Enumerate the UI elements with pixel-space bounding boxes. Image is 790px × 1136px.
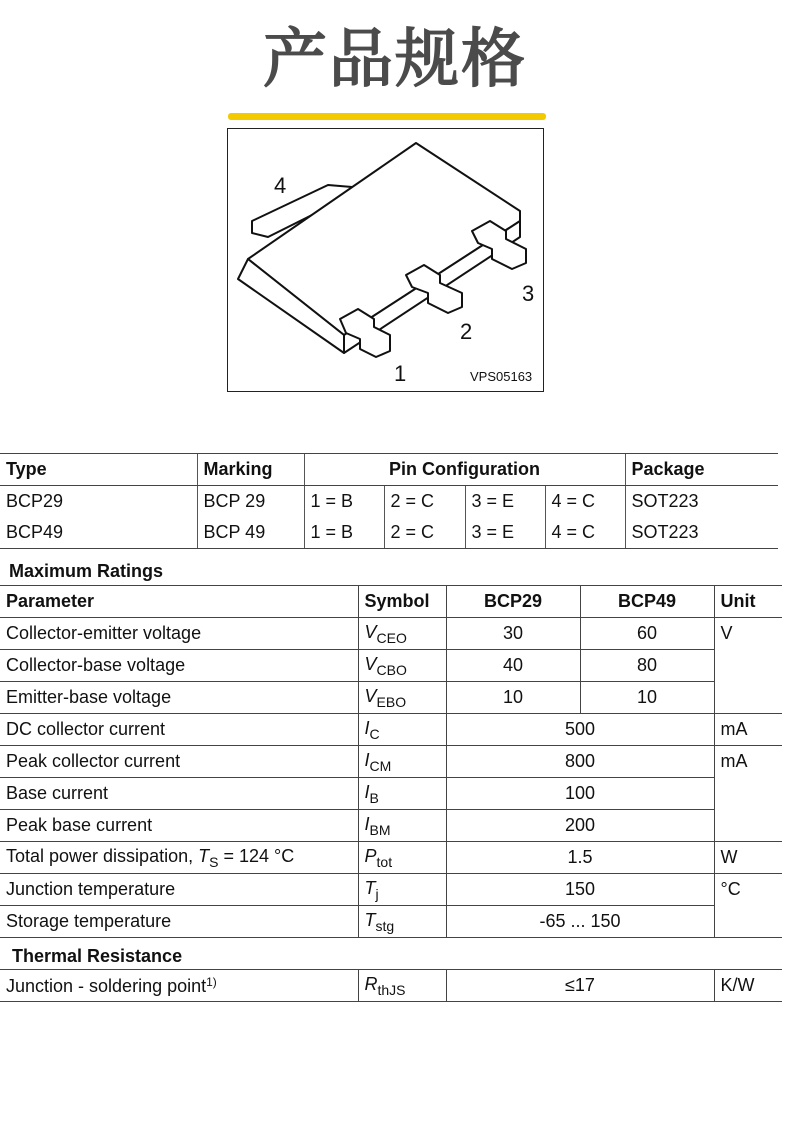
symbol-cell: [358, 970, 446, 1002]
type-cell: BCP29: [6, 491, 64, 511]
table-row: [0, 714, 782, 746]
value-cell: 500: [446, 714, 714, 746]
value-cell: 10: [446, 682, 580, 714]
symbol-subscript: C: [369, 725, 380, 742]
marking-cell: BCP 29: [197, 486, 304, 518]
symbol-cell: [358, 810, 446, 842]
parameter-cell: Peak collector current: [0, 746, 358, 778]
symbol-cell: [358, 682, 446, 714]
type-table-header: [0, 454, 778, 486]
parameter-text: Total power dissipation,: [6, 845, 199, 866]
unit-cell: [714, 906, 782, 938]
symbol-cell: [358, 746, 446, 778]
unit-cell: V: [714, 618, 782, 650]
pin-cell: 3 = E: [465, 486, 545, 518]
pin-1-label: 1: [394, 361, 407, 386]
table-row: [0, 650, 782, 682]
symbol-letter: I: [364, 813, 370, 834]
symbol-cell: [358, 906, 446, 938]
header-type: Type: [0, 454, 197, 486]
footnote-marker: 1): [206, 974, 217, 989]
table-row: [0, 778, 782, 810]
symbol-letter: T: [364, 877, 376, 898]
value-cell: ≤17: [446, 970, 714, 1002]
header-package: Package: [625, 454, 778, 486]
unit-cell: [714, 682, 782, 714]
unit-cell: W: [714, 842, 782, 874]
parameter-cell: [0, 842, 358, 874]
parameter-cell: Collector-emitter voltage: [0, 618, 358, 650]
table-row: [0, 517, 778, 549]
unit-cell: mA: [714, 714, 782, 746]
table-row: [0, 874, 782, 906]
title-underline: [228, 113, 546, 120]
symbol-cell: [358, 778, 446, 810]
parameter-cell: [0, 970, 358, 1002]
thermal-title: Thermal Resistance: [12, 946, 183, 966]
symbol-subscript: CBO: [376, 661, 407, 678]
symbol-subscript: j: [375, 885, 379, 902]
symbol-subscript: CEO: [376, 629, 407, 646]
table-row: [0, 842, 782, 874]
condition-value: = 124 °C: [218, 845, 295, 866]
value-cell: 30: [446, 618, 580, 650]
value-cell: 60: [580, 618, 714, 650]
symbol-letter: I: [364, 749, 370, 770]
pin-cell: 2 = C: [384, 517, 465, 549]
package-cell: SOT223: [625, 517, 778, 549]
symbol-subscript: stg: [375, 917, 395, 934]
table-row: [0, 746, 782, 778]
symbol-cell: [358, 842, 446, 874]
max-ratings-table: [0, 585, 782, 938]
package-drawing: [227, 128, 544, 392]
value-cell: 150: [446, 874, 714, 906]
unit-cell: [714, 810, 782, 842]
pin-cell: 2 = C: [384, 486, 465, 518]
symbol-subscript: EBO: [376, 693, 407, 710]
symbol-subscript: CM: [369, 757, 392, 774]
symbol-letter: V: [364, 621, 377, 642]
value-cell: 200: [446, 810, 714, 842]
header-bcp29: BCP29: [446, 586, 580, 618]
symbol-subscript: B: [369, 789, 379, 806]
value-cell: 100: [446, 778, 714, 810]
marking-cell: BCP 49: [197, 517, 304, 549]
unit-cell: [714, 778, 782, 810]
header-pin-config: Pin Configuration: [304, 454, 625, 486]
parameter-cell: Collector-base voltage: [0, 650, 358, 682]
pin-cell: 1 = B: [304, 517, 384, 549]
package-cell: SOT223: [625, 486, 778, 518]
type-table: [0, 453, 778, 549]
symbol-letter: I: [364, 781, 370, 802]
parameter-cell: Peak base current: [0, 810, 358, 842]
table-row: [0, 906, 782, 938]
parameter-text: Junction - soldering point: [6, 975, 207, 996]
pin-cell: 1 = B: [304, 486, 384, 518]
table-row: [0, 810, 782, 842]
symbol-cell: [358, 650, 446, 682]
value-cell: -65 ... 150: [446, 906, 714, 938]
pin-4-label: 4: [274, 173, 287, 198]
symbol-subscript: thJS: [377, 981, 406, 998]
pin-cell: 4 = C: [545, 486, 625, 518]
table-row: [0, 682, 782, 714]
symbol-letter: R: [364, 973, 378, 994]
drawing-code: VPS05163: [470, 369, 533, 384]
value-cell: 800: [446, 746, 714, 778]
value-cell: 1.5: [446, 842, 714, 874]
symbol-letter: P: [364, 845, 377, 866]
parameter-cell: Base current: [0, 778, 358, 810]
unit-cell: mA: [714, 746, 782, 778]
parameter-cell: DC collector current: [0, 714, 358, 746]
value-cell: 80: [580, 650, 714, 682]
ratings-header: [0, 586, 782, 618]
unit-cell: K/W: [714, 970, 782, 1002]
table-row: [0, 970, 782, 1002]
condition-subscript: S: [209, 853, 219, 870]
thermal-table: [0, 969, 782, 1002]
symbol-cell: [358, 714, 446, 746]
pin-cell: 3 = E: [465, 517, 545, 549]
sot223-outline: [228, 129, 545, 393]
symbol-letter: V: [364, 685, 377, 706]
header-unit: Unit: [714, 586, 782, 618]
parameter-cell: Junction temperature: [0, 874, 358, 906]
symbol-subscript: tot: [376, 853, 393, 870]
condition-symbol: T: [198, 845, 210, 866]
header-parameter: Parameter: [0, 586, 358, 618]
symbol-letter: V: [364, 653, 377, 674]
page-title: 产品规格: [263, 23, 527, 97]
header-marking: Marking: [197, 454, 304, 486]
value-cell: 10: [580, 682, 714, 714]
table-row: [0, 618, 782, 650]
value-cell: 40: [446, 650, 580, 682]
symbol-letter: I: [364, 717, 370, 738]
header-bcp49: BCP49: [580, 586, 714, 618]
unit-cell: [714, 650, 782, 682]
unit-cell: °C: [714, 874, 782, 906]
symbol-cell: [358, 874, 446, 906]
table-row: [0, 486, 778, 518]
symbol-cell: [358, 618, 446, 650]
symbol-letter: T: [364, 909, 376, 930]
parameter-cell: Emitter-base voltage: [0, 682, 358, 714]
pin-cell: 4 = C: [545, 517, 625, 549]
pin-3-label: 3: [522, 281, 535, 306]
pin-2-label: 2: [460, 319, 473, 344]
symbol-subscript: BM: [369, 821, 391, 838]
max-ratings-title: Maximum Ratings: [9, 561, 164, 581]
type-cell: BCP49: [0, 517, 197, 549]
header-symbol: Symbol: [358, 586, 446, 618]
parameter-cell: Storage temperature: [0, 906, 358, 938]
